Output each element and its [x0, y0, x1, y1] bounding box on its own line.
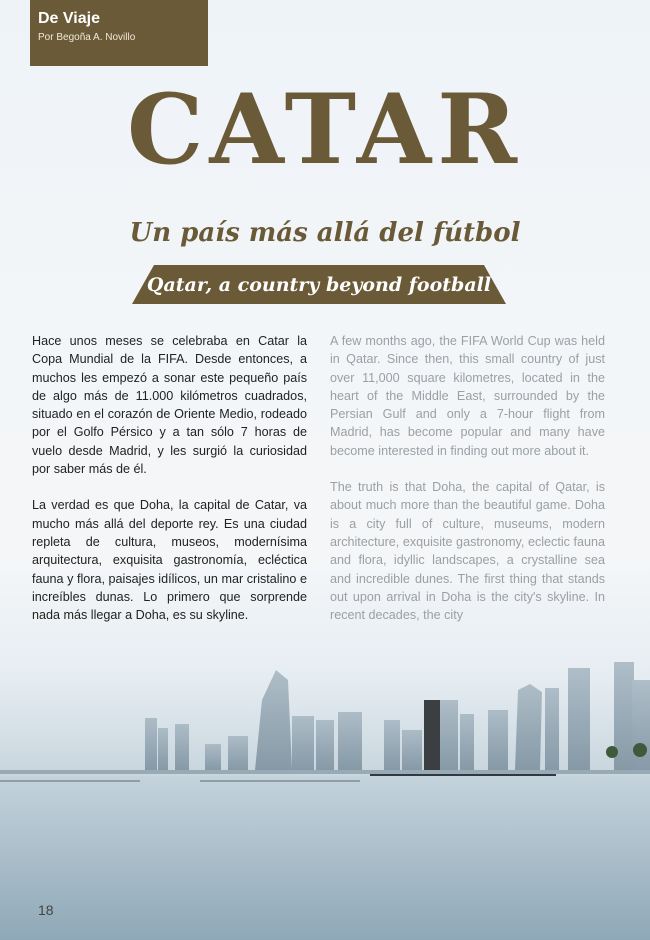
dark-sculpture	[424, 700, 440, 772]
section-label: De Viaje	[38, 10, 100, 27]
page-number: 18	[38, 902, 54, 918]
subtitle-ribbon	[132, 265, 506, 305]
author-byline: Por Begoña A. Novillo	[38, 32, 136, 43]
body-column-spanish	[32, 332, 307, 642]
article-subtitle-es: Un país más allá del fútbol	[129, 218, 521, 248]
paragraph-en-1: A few months ago, the FIFA World Cup was held in Qatar. Since then, this small country of just over 11,000 square kilometres, located in the heart of the Middle East, surrounded by the Persian Gulf and only a 7-hour flight from Madrid, has become popular and many have become interested in finding out more about it.	[330, 334, 605, 458]
doha-skyline-photo	[0, 640, 650, 940]
section-badge	[30, 0, 208, 66]
paragraph-en-2: The truth is that Doha, the capital of Qatar, is about much more than the beautiful game. Doha is a city full of culture, museums, modern architecture, exquisite gastronomy, eclectic fauna and flora, idyllic landscapes, a crystalline sea and incredible dunes. The first thing that stands out upon arrival in Doha is the city's skyline. In recent decades, the city	[330, 480, 605, 623]
article-subtitle-en: Qatar, a country beyond football	[146, 274, 492, 296]
article-title: CATAR	[126, 73, 524, 186]
paragraph-es-1: Hace unos meses se celebraba en Catar la Copa Mundial de la FIFA. Desde entonces, a muchos les empezó a sonar este pequeño país de algo más de 11.000 kilómetros cuadrados, situado en el corazón de Oriente Medio, rodeado por el Golfo Pérsico y a tan sólo 7 horas de vuelo desde Madrid, y les surgió la curiosidad por saber más de él.	[32, 334, 307, 477]
paragraph-es-2: La verdad es que Doha, la capital de Catar, va mucho más allá del deporte rey. Es una ciudad repleta de cultura, museos, modernísima arquitectura, exquisita gastronomía, ecléctica fauna y flora, paisajes idílicos, un mar cristalino e increíbles dunas. Lo primero que sorprende nada más llegar a Doha, es su skyline.	[32, 498, 307, 623]
body-column-english	[330, 332, 605, 642]
